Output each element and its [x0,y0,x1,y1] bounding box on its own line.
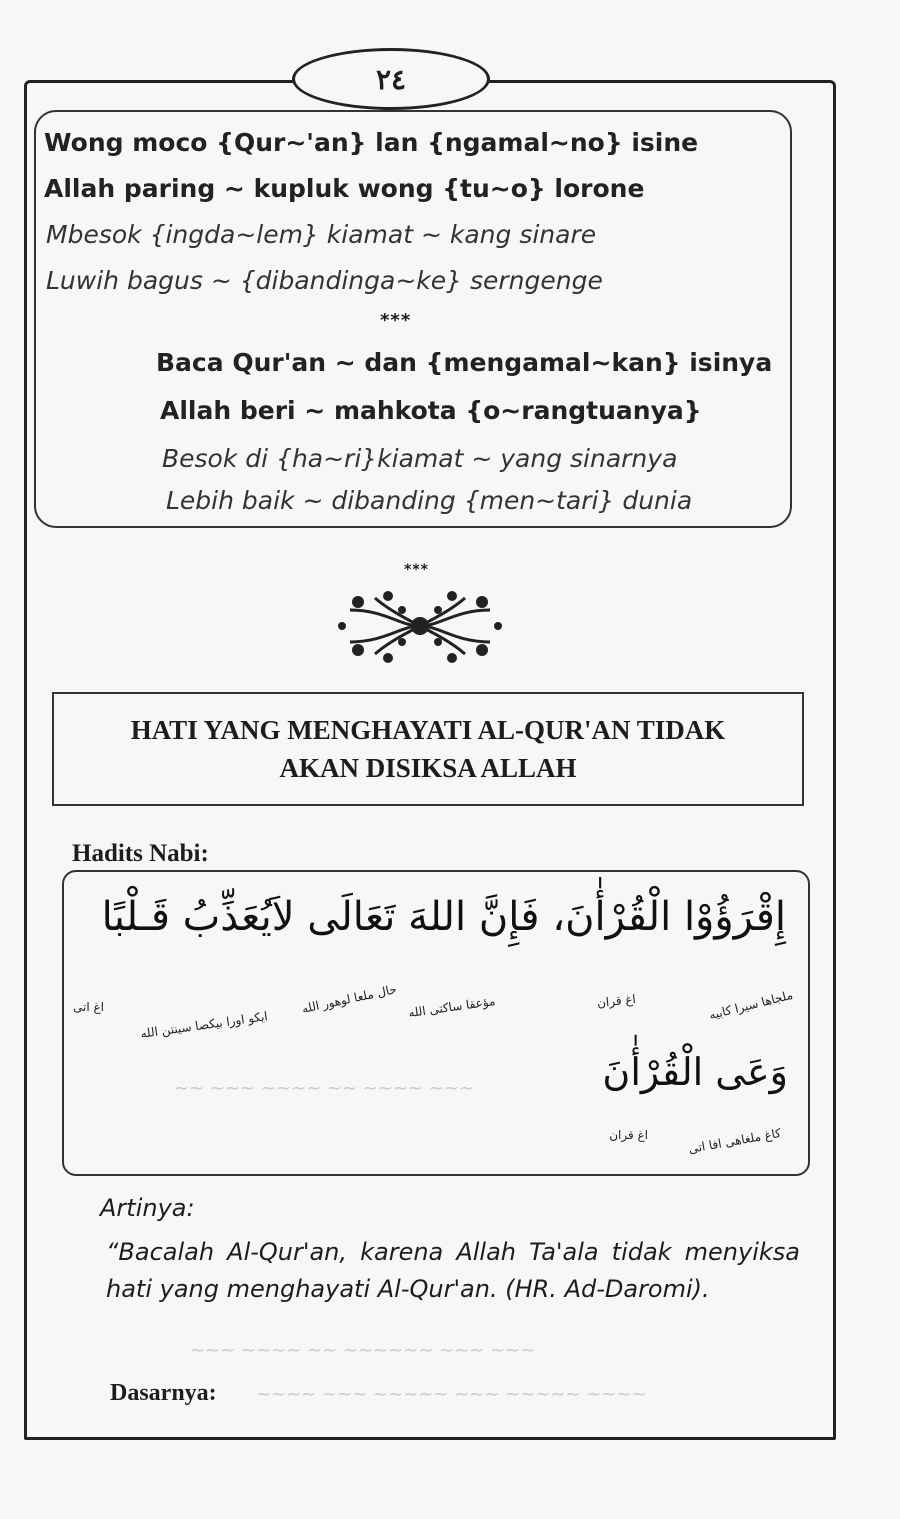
page-number: ٢٤ [292,48,490,110]
gloss-2: ايكو اورا بيكصا سينتن الله [139,1009,269,1041]
poem-line-4: Luwih bagus ~ {dibandinga~ke} serngenge [46,266,603,295]
hadith-arabic-line-2: وَعَى الْقُرْأٰنَ [602,1050,788,1094]
bleed-through-text: ~~ ~~~ ~~~~ ~~ ~~~~ ~~~ [174,1078,475,1099]
poem-line-1: Wong moco {Qur~'an} lan {ngamal~no} isine [44,128,699,157]
basis-label: Dasarnya: [110,1380,217,1406]
poem-separator: *** [380,310,412,331]
poem-line-6: Allah beri ~ mahkota {o~rangtuanya} [160,396,702,425]
section-title-box [52,692,804,806]
poem-line-2: Allah paring ~ kupluk wong {tu~o} lorone [44,174,645,203]
gloss-3: حال ملعا لوهور الله [300,982,399,1016]
poem-line-5: Baca Qur'an ~ dan {mengamal~kan} isinya [156,348,773,377]
translation-text: “Bacalah Al-Qur'an, karena Allah Ta'ala tidak menyiksa hati yang menghayati Al-Qur'an. (HR. Ad-Daromi). [106,1238,800,1303]
gloss-1: اغ اتى [73,1000,104,1014]
bleed-through-text-2: ~~~ ~~~~ ~~ ~~~~~~ ~~~ ~~~ [190,1340,536,1361]
poem-box [34,110,792,528]
section-title-line-2: AKAN DISIKSA ALLAH [279,753,577,783]
floral-ornament-icon [330,580,510,672]
poem-line-7: Besok di {ha~ri}kiamat ~ yang sinarnya [162,444,678,473]
hadith-arabic-line-1: إِقْرَؤُوْا الْقُرْأٰنَ، فَإِنَّ اللهَ تَعَالَى لاَيُعَذِّبُ قَـلْبًا [101,894,786,940]
ornament-stars: *** [404,562,429,578]
gloss-6: ملجاها سيرا كابيه [707,987,795,1023]
section-title-line-1: HATI YANG MENGHAYATI AL-QUR'AN TIDAK [130,715,726,745]
poem-line-3: Mbesok {ingda~lem} kiamat ~ kang sinare [46,220,597,249]
hadith-arabic-box [62,870,810,1176]
poem-line-8: Lebih baik ~ dibanding {men~tari} dunia [166,486,693,515]
gloss-4: مؤعقا ساكتى الله [407,993,497,1021]
gloss-7: اغ قران [609,1128,648,1142]
gloss-5: اغ قران [596,992,637,1010]
gloss-8: كاغ ملغاهى افا اتى [687,1125,783,1157]
translation-label: Artinya: [100,1194,195,1222]
hadith-label: Hadits Nabi: [72,840,209,867]
bleed-through-text-3: ~~~~ ~~~ ~~~~~ ~~~ ~~~~~ ~~~~ [256,1384,647,1405]
